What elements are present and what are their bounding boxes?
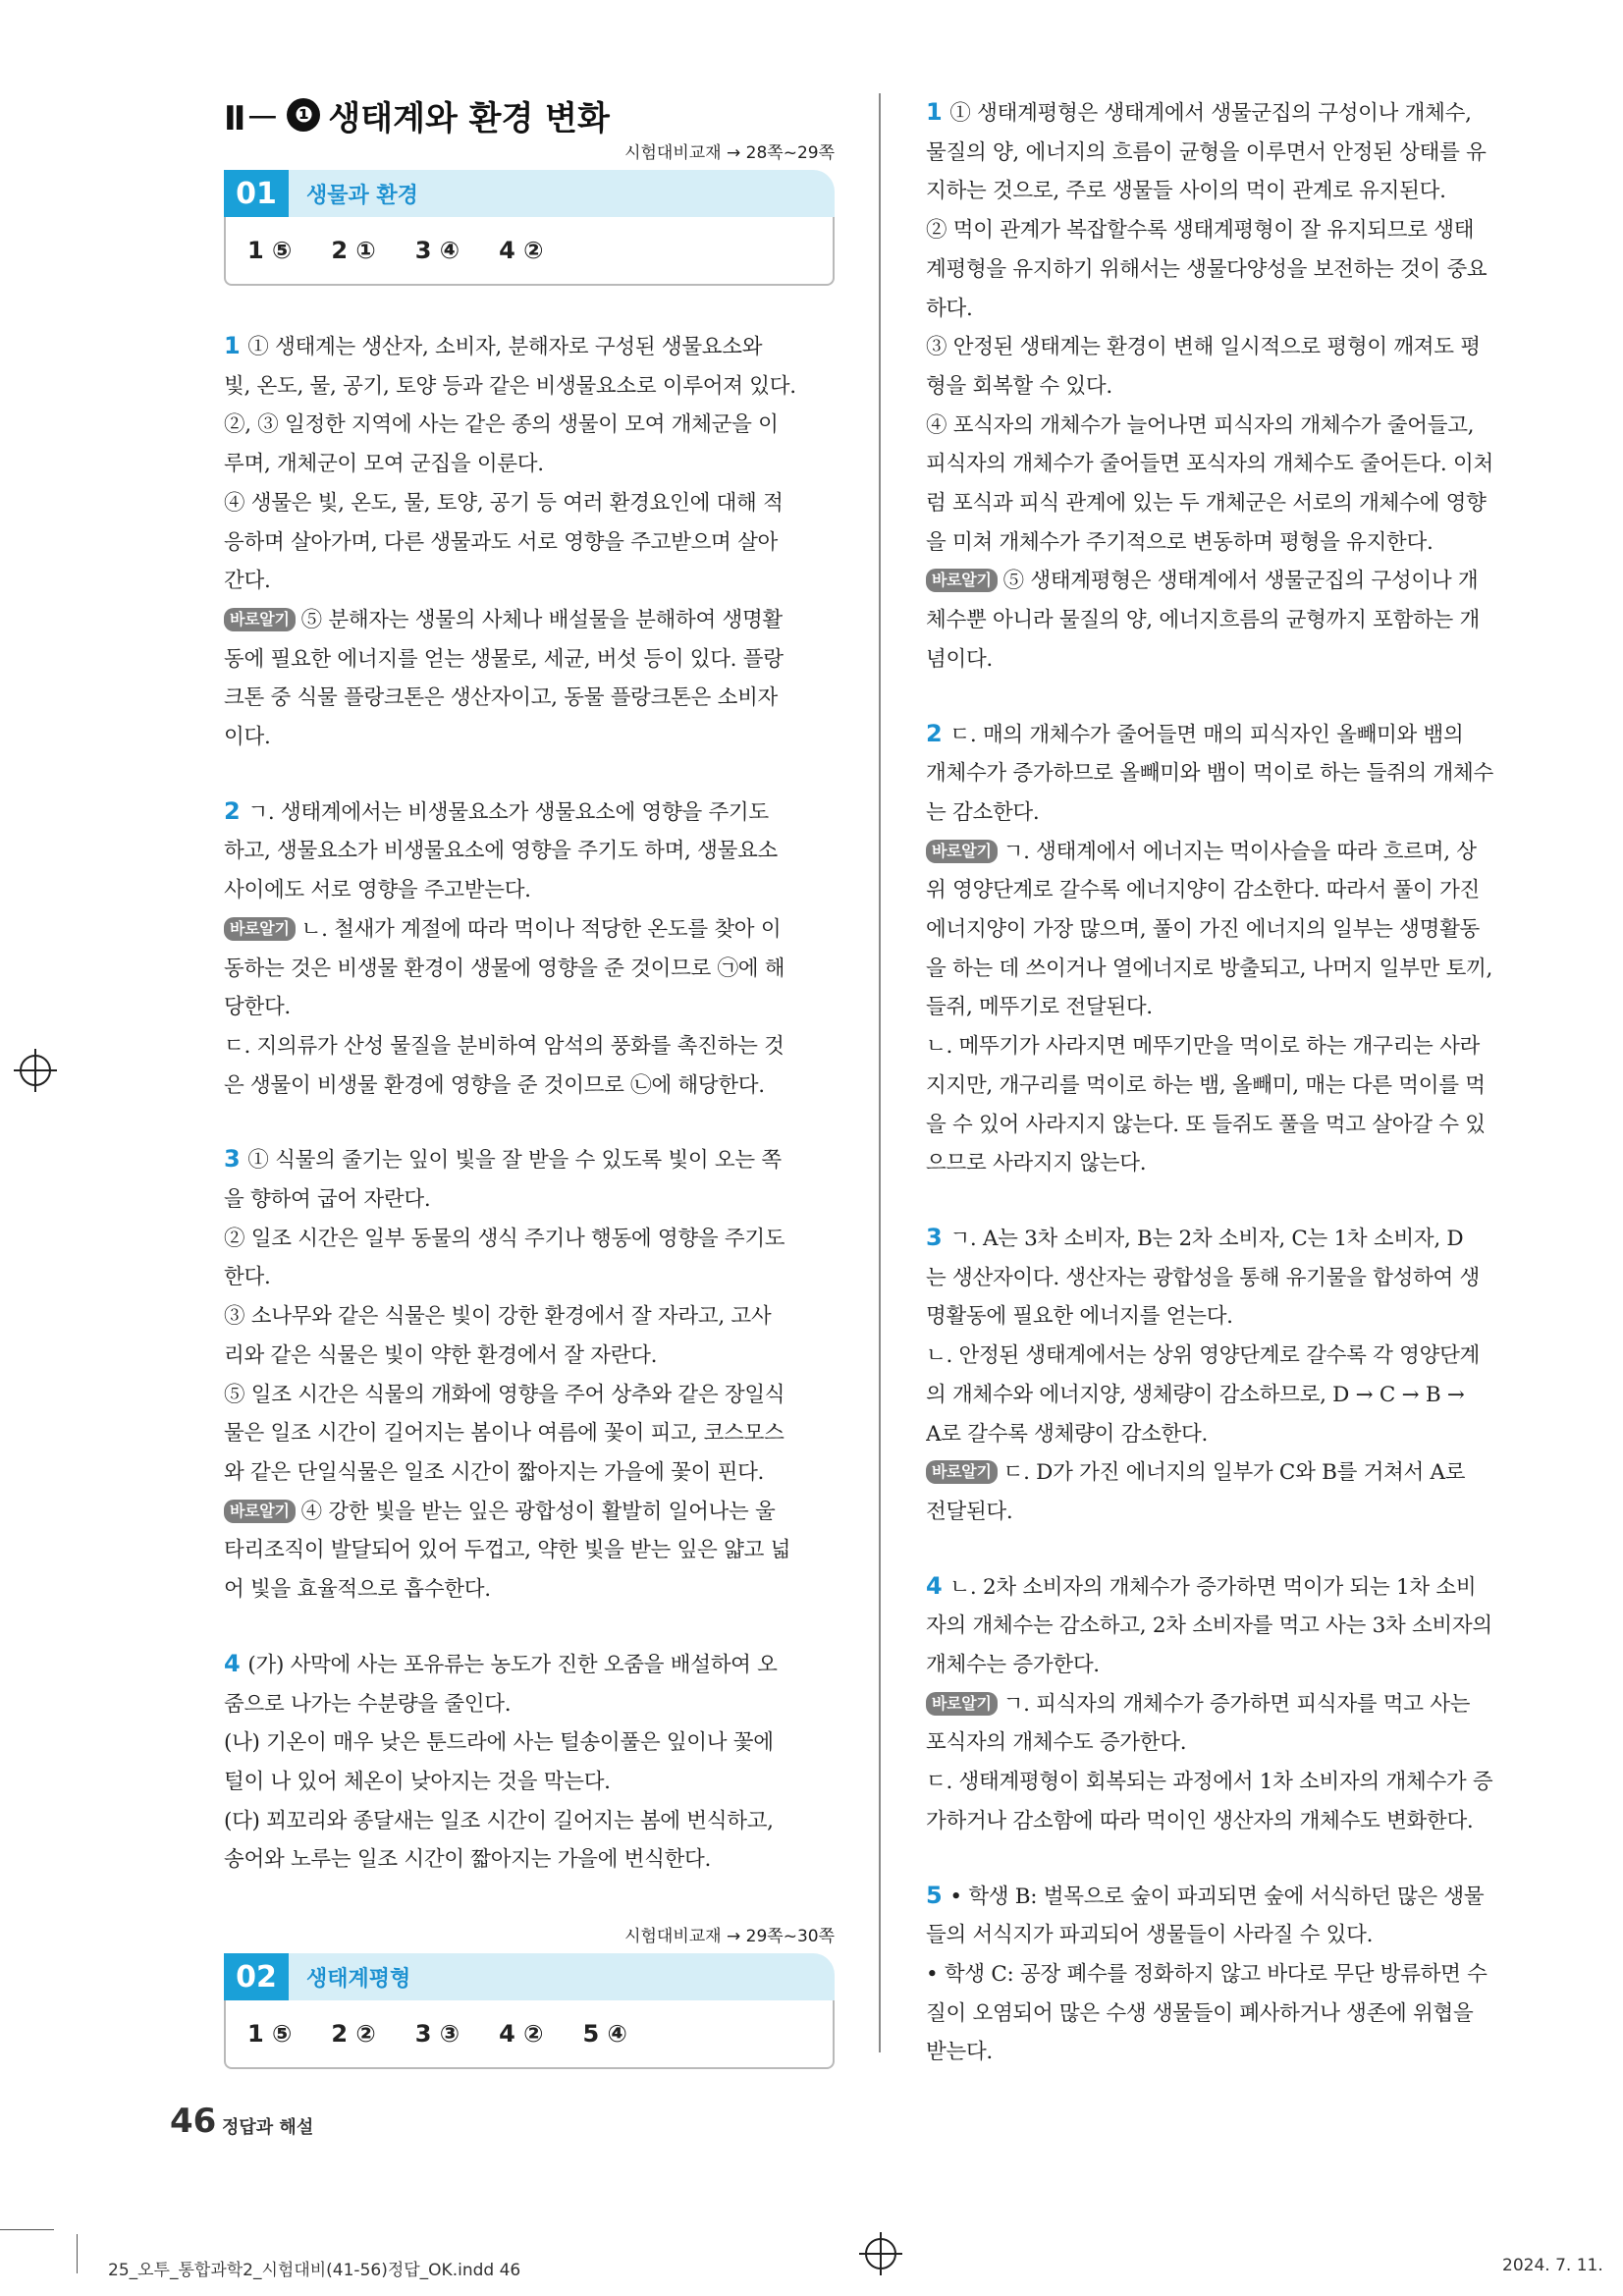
line-text: ㄴ. 메뚜기가 사라지면 메뚜기만을 먹이로 하는 개구리는 사라 [926,1034,1481,1060]
line-text: 와 같은 단일식물은 일조 시간이 짧아지는 가을에 꽃이 핀다. [224,1459,765,1485]
text-line [926,290,1537,329]
line-text: ㄱ. 생태계에서는 비생물요소가 생물요소에 영향을 주기도 [247,799,769,825]
explanation-right-q5 [926,1877,1537,2073]
text-line [926,1337,1537,1376]
text-line [224,910,835,950]
text-line [224,718,835,757]
line-text: 위 영양단계로 갈수록 에너지양이 감소한다. 따라서 풀이 가진 [926,878,1481,903]
text-line [926,134,1537,173]
text-line [224,327,835,367]
text-line [224,1802,835,1841]
explanation-left-q2 [224,793,835,1106]
line-text: 체수뿐 아니라 물질의 양, 에너지흐름의 균형까지 포함하는 개 [926,608,1481,633]
text-line [224,484,835,523]
line-text: 을 수 있어 사라지지 않는다. 또 들쥐도 풀을 먹고 살아갈 수 있 [926,1112,1486,1137]
line-text: (가) 사막에 사는 포유류는 농도가 진한 오줌을 배설하여 오 [247,1652,778,1677]
text-line [926,1607,1537,1646]
line-text: 하고, 생물요소가 비생물요소에 영향을 주기도 하며, 생물요소 [224,839,779,864]
section1-title: 생물과 환경 [306,183,418,208]
line-text: 당한다. [224,995,291,1020]
line-text: ① 생태계는 생산자, 소비자, 분해자로 구성된 생물요소와 [247,335,763,359]
text-line [926,640,1537,680]
text-line [926,1106,1537,1145]
line-text: 럼 포식과 피식 관계에 있는 두 개체군은 서로의 개체수에 영향 [926,491,1487,517]
line-text: ⑤ 분해자는 생물의 사체나 배설물을 분해하여 생명활 [300,607,783,632]
line-text: 는 생산자이다. 생산자는 광합성을 통해 유기물을 합성하여 생 [926,1265,1481,1290]
line-text: 개체수가 증가하므로 올빼미와 뱀이 먹이로 하는 들쥐의 개체수 [926,761,1493,787]
correction-badge: 바로알기 [224,1500,296,1523]
section2-header [224,1953,835,2000]
answer: 3 ④ [414,237,460,264]
line-text: ㄴ. 안정된 생태계에서는 상위 영양단계로 갈수록 각 영양단계 [926,1343,1481,1369]
text-line [926,1995,1537,2034]
text-line [224,1258,835,1297]
question-number: 2 [224,796,241,825]
question-number: 4 [224,1649,241,1677]
line-text: ㄷ. 생태계평형이 회복되는 과정에서 1차 소비자의 개체수가 증 [926,1770,1493,1795]
text-line [926,793,1537,833]
text-line [224,1840,835,1880]
explanation-right-q2 [926,715,1537,1183]
text-line [926,172,1537,211]
line-text: ③ 소나무와 같은 식물은 빛이 강한 환경에서 잘 자라고, 고사 [224,1304,772,1330]
text-line [224,640,835,680]
line-text: 전달된다. [926,1499,1013,1524]
text-line [224,679,835,718]
answer: 2 ① [331,237,376,264]
line-text: 피식자의 개체수가 줄어들면 포식자의 개체수도 줄어든다. 이처 [926,452,1493,477]
answer: 3 ③ [414,2020,460,2048]
text-line [926,250,1537,290]
question-number: 3 [926,1223,943,1251]
section2-answers [224,2000,835,2069]
left-column [224,93,835,2048]
text-line [926,1219,1537,1259]
question-number: 1 [224,332,241,359]
section2-title: 생태계평형 [306,1966,411,1992]
text-line [224,1531,835,1570]
line-text: 받는다. [926,2040,993,2065]
line-text: ② 먹이 관계가 복잡할수록 생태계평형이 잘 유지되므로 생태 [926,218,1475,244]
text-line [224,601,835,640]
text-line [224,562,835,601]
text-line [926,988,1537,1027]
text-line [224,1645,835,1685]
question-number: 3 [224,1145,241,1174]
line-text: 크톤 중 식물 플랑크톤은 생산자이고, 동물 플랑크톤은 소비자 [224,685,779,711]
text-line [926,715,1537,755]
line-text: 물은 일조 시간이 길어지는 봄이나 여름에 꽃이 피고, 코스모스 [224,1421,784,1447]
text-line [926,754,1537,793]
line-text: ㄷ. D가 가진 에너지의 일부가 C와 B를 거쳐서 A로 [1002,1460,1466,1486]
line-text: 포식자의 개체수도 증가한다. [926,1730,1187,1756]
line-text: 형을 회복할 수 있다. [926,373,1112,399]
right-column [926,93,1537,2072]
line-text: 송어와 노루는 일조 시간이 짧아지는 가을에 번식한다. [224,1847,712,1873]
explanation-left-q3 [224,1140,835,1609]
line-text: 지지만, 개구리를 먹이로 하는 뱀, 올빼미, 매는 다른 먹이를 먹 [926,1072,1486,1098]
page-number: 46 [170,2102,217,2141]
explanation-right-q3 [926,1219,1537,1532]
correction-badge: 바로알기 [224,917,296,941]
text-line [926,910,1537,950]
text-line [926,1415,1537,1454]
answer: 4 ② [499,2020,544,2048]
registration-mark-icon [865,2238,896,2269]
line-text: • 학생 B: 벌목으로 숲이 파괴되면 숲에 서식하던 많은 생물 [949,1884,1485,1909]
text-line [926,2033,1537,2072]
text-line [926,1646,1537,1685]
question-number: 4 [926,1571,943,1600]
line-text: ㄱ. 피식자의 개체수가 증가하면 피식자를 먹고 사는 [1002,1691,1471,1717]
text-line [926,367,1537,407]
text-line [224,1763,835,1802]
line-text: (다) 꾀꼬리와 종달새는 일조 시간이 길어지는 봄에 번식하고, [224,1808,774,1833]
line-text: ㄷ. 매의 개체수가 줄어들면 매의 피식자인 올빼미와 뱀의 [949,722,1464,747]
text-line [224,445,835,484]
line-text: 자의 개체수는 감소하고, 2차 소비자를 먹고 사는 3차 소비자의 [926,1613,1492,1639]
text-line [224,988,835,1027]
text-line [224,832,835,871]
crop-mark [0,2229,54,2230]
text-line [926,1376,1537,1415]
text-line [926,1144,1537,1183]
question-number: 2 [926,719,943,747]
text-line [926,1685,1537,1724]
text-line [926,1027,1537,1066]
line-text: ㄱ. A는 3차 소비자, B는 2차 소비자, C는 1차 소비자, D [949,1226,1464,1251]
text-line [224,1685,835,1724]
line-text: 개체수는 증가한다. [926,1653,1100,1678]
line-text: 은 생물이 비생물 환경에 영향을 준 것이므로 ㉡에 해당한다. [224,1072,765,1098]
text-line [224,523,835,563]
text-line [224,1723,835,1763]
text-line [926,1763,1537,1802]
text-line [926,1259,1537,1298]
text-line [926,407,1537,446]
text-line [926,833,1537,872]
correction-badge: 바로알기 [926,1460,998,1484]
text-line [224,1337,835,1376]
correction-badge: 바로알기 [926,569,998,592]
text-line [926,1723,1537,1763]
text-line [224,950,835,989]
text-line [224,1376,835,1415]
text-line [224,1220,835,1259]
text-line [926,1955,1537,1995]
print-slug-date: 2024. 7. 11. [1502,2256,1603,2275]
line-text: 털이 나 있어 체온이 낮아지는 것을 막는다. [224,1769,611,1794]
text-line [224,1066,835,1106]
line-text: 빛, 온도, 물, 공기, 토양 등과 같은 비생물요소로 이루어져 있다. [224,373,796,399]
line-text: 하다. [926,296,973,321]
line-text: 에너지양이 가장 많으며, 풀이 가진 에너지의 일부는 생명활동 [926,917,1481,943]
line-text: ① 식물의 줄기는 잎이 빛을 잘 받을 수 있도록 빛이 오는 쪽 [247,1148,782,1174]
line-text: 물질의 양, 에너지의 흐름이 균형을 이루면서 안정된 상태를 유 [926,139,1487,165]
line-text: 어 빛을 효율적으로 흡수한다. [224,1577,491,1603]
line-text: • 학생 C: 공장 폐수를 정화하지 않고 바다로 무단 방류하면 수 [926,1961,1488,1987]
section1-answers [224,217,835,286]
text-line [224,793,835,833]
text-line [926,1802,1537,1841]
text-line [926,871,1537,910]
line-text: 을 향하여 굽어 자란다. [224,1187,431,1213]
text-line [926,211,1537,250]
question-number: 5 [926,1881,943,1909]
text-line [926,601,1537,640]
section2-number: 02 [224,1953,289,2000]
line-text: 동에 필요한 에너지를 얻는 생물로, 세균, 버섯 등이 있다. 플랑 [224,646,784,672]
correction-badge: 바로알기 [926,1692,998,1716]
line-text: ④ 생물은 빛, 온도, 물, 토양, 공기 등 여러 환경요인에 대해 적 [224,490,784,516]
explanation-left-q4 [224,1645,835,1880]
explanation-right-q1 [926,93,1537,680]
line-text: (나) 기온이 매우 낮은 툰드라에 사는 털송이풀은 잎이나 꽃에 [224,1730,774,1756]
print-slug-file: 25_오투_통합과학2_시험대비(41-56)정답_OK.indd 46 [108,2261,521,2280]
correction-badge: 바로알기 [224,608,296,631]
explanation-right-q4 [926,1567,1537,1841]
line-text: 들의 서식지가 파괴되어 생물들이 사라질 수 있다. [926,1923,1374,1948]
unit-number: ❶ [287,98,320,132]
line-text: 줌으로 나가는 수분량을 줄인다. [224,1691,512,1717]
line-text: 의 개체수와 에너지양, 생체량이 감소하므로, D → C → B → [926,1382,1465,1407]
text-line [926,328,1537,367]
line-text: 타리조직이 발달되어 있어 두껍고, 약한 빛을 받는 잎은 얇고 넓 [224,1538,791,1563]
line-text: 응하며 살아가며, 다른 생물과도 서로 영향을 주고받으며 살아 [224,529,779,555]
line-text: ⑤ 일조 시간은 식물의 개화에 영향을 주어 상추와 같은 장일식 [224,1382,785,1407]
text-line [926,93,1537,134]
explanation-left-q1 [224,327,835,757]
line-text: ㄴ. 철새가 계절에 따라 먹이나 적당한 온도를 찾아 이 [300,916,782,942]
line-text: 계평형을 유지하기 위해서는 생물다양성을 보전하는 것이 중요 [926,256,1488,282]
column-divider [879,93,881,2052]
line-text: 념이다. [926,646,993,672]
section1-number: 01 [224,170,289,217]
section1-ref: 시험대비교재 → 28쪽~29쪽 [624,143,835,163]
text-line [224,1180,835,1220]
line-text: 루며, 개체군이 모여 군집을 이룬다. [224,452,544,477]
answer: 1 ⑤ [247,2020,293,2048]
line-text: ④ 강한 빛을 받는 잎은 광합성이 활발히 일어나는 울 [300,1499,776,1524]
unit-title [224,93,835,137]
line-text: 명활동에 필요한 에너지를 얻는다. [926,1304,1233,1330]
text-line [224,367,835,407]
section2-ref: 시험대비교재 → 29쪽~30쪽 [624,1927,835,1946]
text-line [926,1916,1537,1955]
text-line [224,1027,835,1066]
line-text: ②, ③ 일정한 지역에 사는 같은 종의 생물이 모여 개체군을 이 [224,412,779,438]
line-text: ㄱ. 생태계에서 에너지는 먹이사슬을 따라 흐르며, 상 [1002,839,1477,864]
line-text: ③ 안정된 생태계는 환경이 변해 일시적으로 평형이 깨져도 평 [926,335,1481,360]
registration-mark-icon [20,1055,51,1086]
text-line [926,1877,1537,1917]
line-text: A로 갈수록 생체량이 감소한다. [926,1421,1208,1447]
unit-title-text: 생태계와 환경 변화 [328,98,610,138]
line-text: 는 감소한다. [926,799,1040,825]
line-text: 가하거나 감소함에 따라 먹이인 생산자의 개체수도 변화한다. [926,1808,1474,1833]
text-line [926,1453,1537,1493]
text-line [224,1297,835,1337]
line-text: ⑤ 생태계평형은 생태계에서 생물군집의 구성이나 개 [1002,569,1479,594]
line-text: ① 생태계평형은 생태계에서 생물군집의 구성이나 개체수, [949,101,1472,126]
text-line [224,1570,835,1610]
line-text: 이다. [224,725,271,750]
line-text: 질이 오염되어 많은 수생 생물들이 폐사하거나 생존에 위협을 [926,2000,1474,2026]
text-line [926,1567,1537,1608]
line-text: ㄷ. 지의류가 산성 물질을 분비하여 암석의 풍화를 촉진하는 것 [224,1033,784,1059]
line-text: 동하는 것은 비생물 환경이 생물에 영향을 준 것이므로 ㉠에 해 [224,956,785,981]
text-line [926,484,1537,523]
line-text: 을 미쳐 개체수가 주기적으로 변동하며 평형을 유지한다. [926,529,1434,555]
text-line [926,1066,1537,1106]
line-text: 간다. [224,569,271,594]
line-text: ④ 포식자의 개체수가 늘어나면 피식자의 개체수가 줄어들고, [926,412,1475,438]
text-line [224,1493,835,1532]
line-text: ㄴ. 2차 소비자의 개체수가 증가하면 먹이가 되는 1차 소비 [949,1574,1477,1600]
answer: 5 ④ [582,2020,627,2048]
section1-header [224,170,835,217]
text-line [224,1453,835,1493]
crop-mark [77,2234,78,2273]
answer: 4 ② [499,237,544,264]
section1-box [224,170,835,286]
line-text: 리와 같은 식물은 빛이 약한 환경에서 잘 자란다. [224,1342,658,1368]
text-line [926,445,1537,484]
line-text: 들쥐, 메뚜기로 전달된다. [926,995,1153,1020]
question-number: 1 [926,98,943,126]
footer-label: 정답과 해설 [222,2117,314,2138]
text-line [926,562,1537,601]
text-line [224,1140,835,1180]
text-line [926,950,1537,989]
correction-badge: 바로알기 [926,840,998,863]
text-line [926,523,1537,563]
text-line [224,1414,835,1453]
line-text: 을 하는 데 쓰이거나 열에너지로 방출되고, 나머지 일부만 토끼, [926,956,1493,981]
text-line [224,406,835,445]
text-line [224,871,835,910]
line-text: 한다. [224,1265,271,1290]
unit-prefix: Ⅱ－ [224,98,280,138]
line-text: ② 일조 시간은 일부 동물의 생식 주기나 행동에 영향을 주기도 [224,1226,785,1251]
section2-box [224,1953,835,2069]
line-text: 으므로 사라지지 않는다. [926,1151,1147,1176]
answer: 1 ⑤ [247,237,293,264]
line-text: 지하는 것으로, 주로 생물들 사이의 먹이 관계로 유지된다. [926,179,1446,204]
line-text: 사이에도 서로 영향을 주고받는다. [224,878,531,903]
text-line [926,1297,1537,1337]
answer: 2 ② [331,2020,376,2048]
text-line [926,1493,1537,1532]
